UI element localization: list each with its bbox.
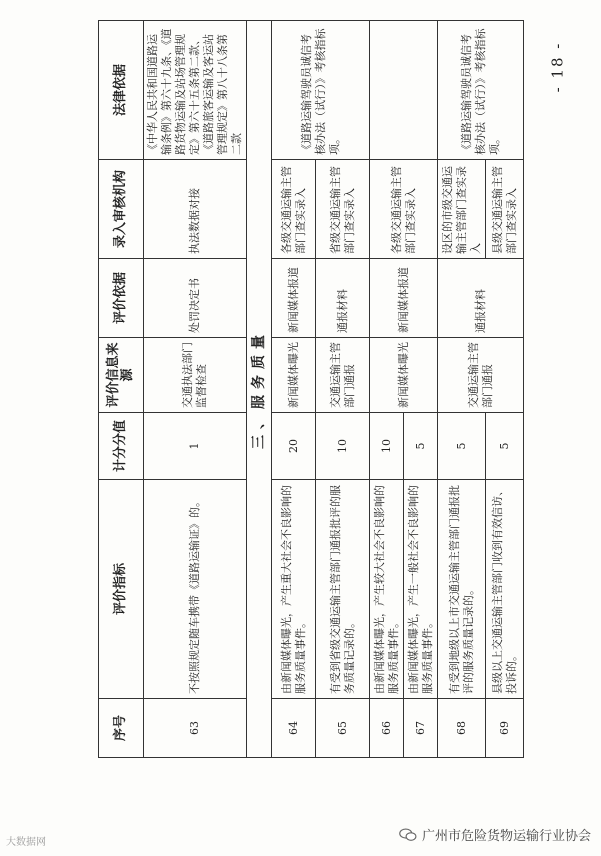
row-no: 63: [144, 699, 247, 758]
row-law: 《道路运输驾驶员诚信考核办法（试行）》考核指标项。: [272, 21, 370, 160]
table-row: [272, 21, 316, 758]
row-org: 设区的市级交通运输主管部门查实录入: [438, 160, 486, 259]
row-no: 64: [272, 699, 316, 758]
section-title: 三、服务质量: [247, 21, 272, 758]
header-no: 序号: [99, 699, 144, 758]
row-source: 新闻媒体曝光: [272, 338, 316, 413]
row-indicator: 由新闻媒体曝光，产生较大社会不良影响的服务质量事件。: [370, 480, 404, 699]
header-basis: 评价依据: [99, 259, 144, 338]
header-law: 法律依据: [99, 21, 144, 160]
section-row: [247, 21, 272, 758]
row-law: [370, 21, 438, 160]
row-basis: 新闻媒体报道: [272, 259, 316, 338]
row-score: 5: [438, 413, 486, 480]
page-number: - 18 -: [548, 41, 567, 93]
row-indicator: 县级以上交通运输主管部门收到有效信访、投诉的。: [486, 480, 524, 699]
table-row: [370, 21, 404, 758]
wechat-icon: [399, 828, 417, 842]
table-row: [144, 21, 247, 758]
watermark-right: [399, 825, 591, 844]
row-source: 新闻媒体曝光: [370, 338, 438, 413]
evaluation-table: [98, 20, 524, 758]
row-no: 66: [370, 699, 404, 758]
row-no: 69: [486, 699, 524, 758]
table-header-row: [99, 21, 144, 758]
row-score: 1: [144, 413, 247, 480]
row-score: 10: [316, 413, 370, 480]
header-org: 录入审核机构: [99, 160, 144, 259]
row-basis: 通报材料: [438, 259, 524, 338]
row-score: 20: [272, 413, 316, 480]
table-row: [438, 21, 486, 758]
header-score: 计分分值: [99, 413, 144, 480]
row-indicator: 有受到省级交通运输主管部门通报批评的服务质量记录的。: [316, 480, 370, 699]
row-source: 交通执法部门监督检查: [144, 338, 247, 413]
row-law: 《中华人民共和国道路运输条例》第六十九条、《道路货物运输及站场管理规定》第六十五条第二款、《道路旅客运输及客运站管理规定》第八十八条第二款: [144, 21, 247, 160]
row-law: 《道路运输驾驶员诚信考核办法（试行）》考核指标项。: [438, 21, 524, 160]
row-org: 省级交通运输主管部门查实录入: [316, 160, 370, 259]
row-indicator: 有受到地级以上市交通运输主管部门通报批评的服务质量记录的。: [438, 480, 486, 699]
rotated-table-container: [98, 28, 542, 758]
row-org: 县级交通运输主管部门查实录入: [486, 160, 524, 259]
row-score: 10: [370, 413, 404, 480]
row-basis: 处罚决定书: [144, 259, 247, 338]
header-indicator: 评价指标: [99, 480, 144, 699]
row-score: 5: [404, 413, 438, 480]
row-indicator: 由新闻媒体曝光，产生一般社会不良影响的服务质量事件。: [404, 480, 438, 699]
row-basis: 新闻媒体报道: [370, 259, 438, 338]
header-source: 评价信息来源: [99, 338, 144, 413]
row-basis: 通报材料: [316, 259, 370, 338]
row-indicator: 由新闻媒体曝光，产生重大社会不良影响的服务质量事件。: [272, 480, 316, 699]
row-no: 67: [404, 699, 438, 758]
row-source: 交通运输主管部门通报: [316, 338, 370, 413]
row-score: 5: [486, 413, 524, 480]
watermark-left: 大数据网: [6, 837, 46, 848]
row-org: 执法数据对接: [144, 160, 247, 259]
row-indicator: 不按照规定随车携带《道路运输证》的。: [144, 480, 247, 699]
row-no: 65: [316, 699, 370, 758]
row-org: 各级交通运输主管部门查实录入: [370, 160, 438, 259]
row-no: 68: [438, 699, 486, 758]
row-org: 各级交通运输主管部门查实录入: [272, 160, 316, 259]
watermark-right-text: 广州市危险货物运输行业协会: [421, 829, 591, 844]
row-source: 交通运输主管部门通报: [438, 338, 524, 413]
